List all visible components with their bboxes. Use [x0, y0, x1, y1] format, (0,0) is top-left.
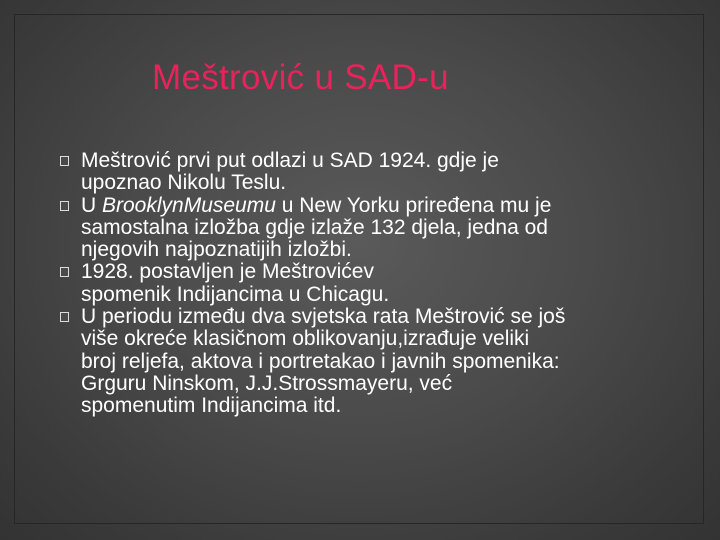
bullet-item-1: [72, 150, 702, 195]
bullet-line: više okreće klasičnom oblikovanju,izrađuje veliki: [81, 327, 530, 351]
box-bullet-icon: [60, 267, 69, 277]
box-bullet-icon: [60, 201, 69, 211]
bullet-text-prefix: U: [81, 193, 102, 217]
box-bullet-icon: [60, 156, 69, 166]
bullet-text-suffix: u New Yorku priređena mu je: [275, 193, 552, 217]
bullet-line: njegovih najpoznatijih izložbi.: [81, 238, 352, 262]
bullet-line: spomenik Indijancima u Chicagu.: [81, 282, 390, 306]
slide-title: Meštrović u SAD-u: [152, 58, 449, 97]
bullet-item-4: [72, 306, 702, 417]
bullet-line: 1928. postavljen je Meštrovićev: [81, 260, 374, 284]
bullet-line: upoznao Nikolu Teslu.: [81, 171, 287, 195]
box-bullet-icon: [60, 312, 69, 322]
bullet-line: samostalna izložba gdje izlaže 132 djela, jedna od: [81, 215, 548, 239]
bullet-list: [72, 150, 702, 418]
bullet-line: Meštrović prvi put odlazi u SAD 1924. gdje je: [81, 149, 499, 172]
bullet-item-3: [72, 261, 702, 306]
bullet-line: spomenutim Indijancima itd.: [81, 394, 342, 418]
bullet-item-2: [72, 195, 702, 262]
bullet-line: broj reljefa, aktova i portretakao i javnih spomenika:: [81, 349, 560, 373]
museum-name-italic: BrooklynMuseumu: [102, 193, 276, 217]
bullet-line: Grguru Ninskom, J.J.Strossmayeru, već: [81, 371, 453, 395]
bullet-line: [81, 195, 702, 217]
bullet-line: U periodu između dva svjetska rata Meštrović se još: [81, 305, 566, 329]
